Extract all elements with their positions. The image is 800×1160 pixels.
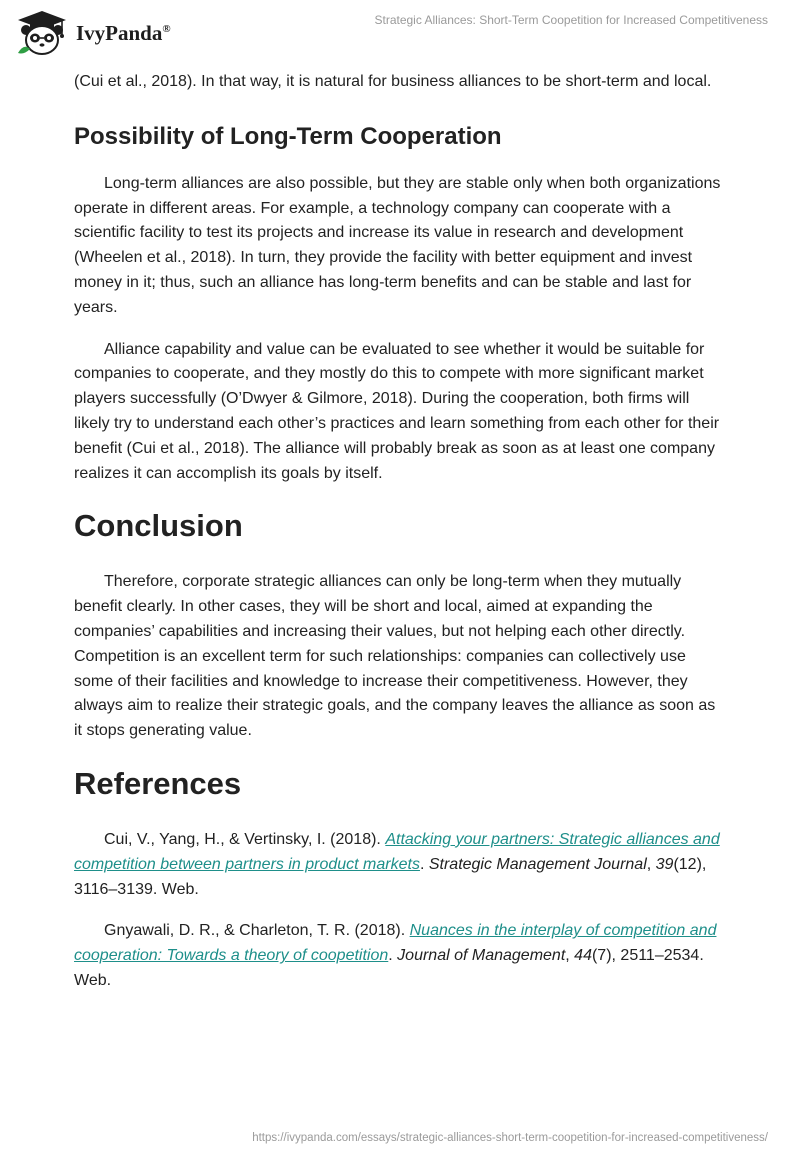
page-header bbox=[0, 0, 800, 66]
section-heading-long-term: Possibility of Long-Term Cooperation bbox=[74, 122, 502, 150]
intro-paragraph: (Cui et al., 2018). In that way, it is natural for business alliances to be short-term and local. bbox=[74, 73, 712, 90]
brand-name: IvyPanda® bbox=[76, 20, 171, 45]
reference-item: Cui, V., Yang, H., & Vertinsky, I. (2018). Attacking your partners: Strategic alliances and competition between partners in product markets. Strategic Management Journal, 39(12), 3116–3139. Web. bbox=[74, 830, 720, 898]
references-heading: References bbox=[74, 765, 242, 801]
reference-link[interactable]: Attacking your partners: Strategic alliances and competition between partners in product markets bbox=[74, 830, 720, 873]
reference-item: Gnyawali, D. R., & Charleton, T. R. (2018). Nuances in the interplay of competition and cooperation: Towards a theory of coopetition. Journal of Management, 44(7), 2511–2534. Web. bbox=[74, 922, 717, 989]
essay-content bbox=[74, 70, 724, 994]
paragraph: Alliance capability and value can be evaluated to see whether it would be suitable for companies to cooperate, and they mostly do this to compete with more significant market players successfully (O’Dwyer & Gilmore, 2018). During the cooperation, both firms will likely try to understand each other’s practices and learn something from each other for their benefit (Cui et al., 2018). The alliance will probably break as soon as at least one company realizes it can accomplish its goals by itself. bbox=[74, 340, 720, 482]
panda-graduate-icon bbox=[14, 9, 70, 57]
paragraph: Long-term alliances are also possible, but they are stable only when both organizations operate in different areas. For example, a technology company can cooperate with a scientific facility to test its projects and increase its value in research and development (Wheelen et al., 2018). In turn, they provide the facility with better equipment and invest money in it; thus, such an alliance has long-term benefits and can be stable and last for years. bbox=[74, 174, 721, 316]
reference-link[interactable]: Nuances in the interplay of competition and cooperation: Towards a theory of coopetition bbox=[74, 922, 717, 965]
document-title: Strategic Alliances: Short-Term Coopetition for Increased Competitiveness bbox=[374, 13, 768, 27]
conclusion-heading: Conclusion bbox=[74, 508, 243, 544]
conclusion-paragraph: Therefore, corporate strategic alliances can only be long-term when they mutually benefit clearly. In other cases, they will be short and local, aimed at expanding the companies’ capabilities and increasing their values, but not helping each other directly. Competition is an excellent term for such relationships: companies can collectively use some of their facilities and knowledge to increase their competitiveness. However, they always aim to realize their strategic goals, and the company leaves the alliance as soon as it stops generating value. bbox=[74, 573, 716, 740]
footer-url: https://ivypanda.com/essays/strategic-alliances-short-term-coopetition-for-increased-competitiveness/ bbox=[252, 1132, 768, 1144]
brand-logo[interactable] bbox=[14, 8, 214, 58]
